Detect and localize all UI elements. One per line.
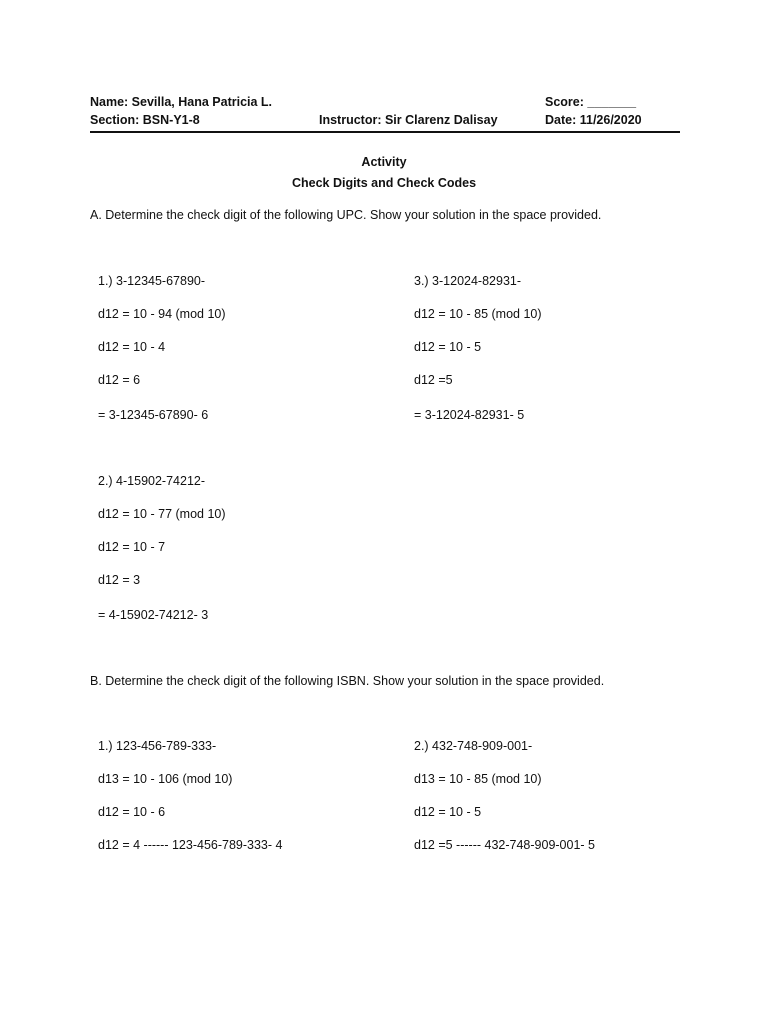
problem-line: d12 = 10 - 6 xyxy=(98,805,166,819)
activity-subtitle: Check Digits and Check Codes xyxy=(291,176,477,190)
problem-line: 2.) 432-748-909-001- xyxy=(414,739,533,753)
header-divider xyxy=(90,131,680,133)
activity-title: Activity xyxy=(361,155,407,169)
problem-line: d12 = 10 - 4 xyxy=(98,340,166,354)
problem-line: d12 =5 xyxy=(414,373,453,387)
problem-line: d12 = 10 - 5 xyxy=(414,805,482,819)
problem-answer: d12 =5 ------ 432-748-909-001- 5 xyxy=(414,838,595,852)
problem-line: 3.) 3-12024-82931- xyxy=(414,274,522,288)
problem-line: 2.) 4-15902-74212- xyxy=(98,474,206,488)
problem-line: d12 = 6 xyxy=(98,373,141,387)
problem-line: 1.) 123-456-789-333- xyxy=(98,739,217,753)
instructor-name: Instructor: Sir Clarenz Dalisay xyxy=(319,113,498,127)
problem-line: d12 = 10 - 94 (mod 10) xyxy=(98,307,226,321)
problem-line: d13 = 10 - 85 (mod 10) xyxy=(414,772,542,786)
problem-line: d12 = 10 - 85 (mod 10) xyxy=(414,307,542,321)
problem-line: d12 = 3 xyxy=(98,573,141,587)
problem-line: d13 = 10 - 106 (mod 10) xyxy=(98,772,233,786)
student-section: Section: BSN-Y1-8 xyxy=(90,113,200,127)
problem-answer: = 3-12345-67890- 6 xyxy=(98,408,209,422)
problem-answer: = 3-12024-82931- 5 xyxy=(414,408,525,422)
student-name: Name: Sevilla, Hana Patricia L. xyxy=(90,95,273,109)
problem-answer: = 4-15902-74212- 3 xyxy=(98,608,209,622)
problem-line: d12 = 10 - 5 xyxy=(414,340,482,354)
problem-answer: d12 = 4 ------ 123-456-789-333- 4 xyxy=(98,838,283,852)
problem-line: d12 = 10 - 77 (mod 10) xyxy=(98,507,226,521)
score-field: Score: _______ xyxy=(545,95,637,109)
part-b-question: B. Determine the check digit of the following ISBN. Show your solution in the space provided. xyxy=(90,674,605,688)
problem-line: 1.) 3-12345-67890- xyxy=(98,274,206,288)
part-a-question: A. Determine the check digit of the following UPC. Show your solution in the space provided. xyxy=(90,208,602,222)
date-field: Date: 11/26/2020 xyxy=(545,113,642,127)
problem-line: d12 = 10 - 7 xyxy=(98,540,166,554)
